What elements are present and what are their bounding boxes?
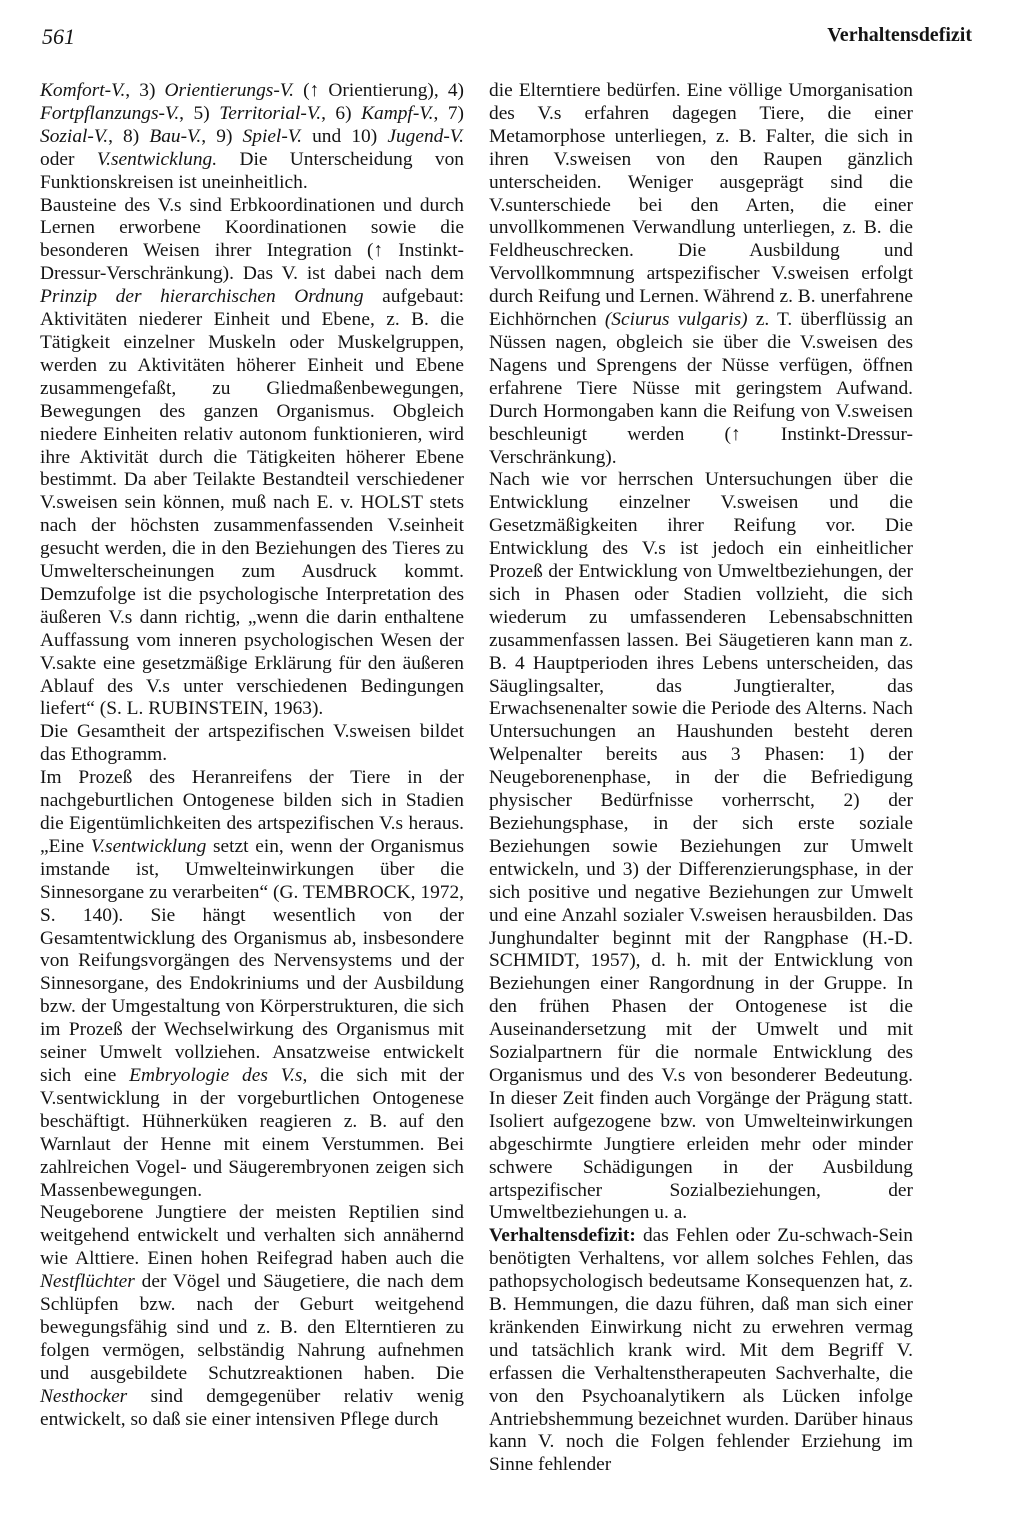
text: , 5) (179, 102, 220, 124)
text: die Elterntiere bedürfen. Eine völlige Umorganisation des V.s erfahren dagegen Tiere, die einer Metamorphose unterliegen, z. B. Falter, die sich in ihren V.sweisen von den Raupen gänzlich unterscheiden. Weniger ausgeprägt sind die V.sunterschiede bei den Arten, die einer unvollkommenen Verwandlung unterliegen, z. B. die Feldheuschrecken. Die Ausbildung und Vervollkommnung artspezifischer V.sweisen erfolgt durch Reifung und Lernen. Während z. B. unerfahrene Eichhörnchen (489, 80, 913, 331)
text: aufgebaut: Aktivitäten niederer Einheit und Ebene, z. B. die Tätigkeit einzelner Muskeln oder Muskelgruppen, werden zu Aktivitäten höherer Einheit und Ebene zusammengefaßt, zu Gliedmaßenbewegungen, Bewegungen des ganzen Organismus. Obgleich niedere Einheiten relativ autonom funktionieren, wird ihre Aktivität durch die Tätigkeiten höherer Ebene bestimmt. Da aber Teilakte Bestandteil verschiedener V.sweisen sein können, muß nach E. v. HOLST stets nach der höchsten zusammenfassenden V.seinheit gesucht werden, die in den Beziehungen des Tieres zu Umwelterscheinungen zum Ausdruck kommt. Demzufolge ist die psychologische Interpretation des äußeren V.s dann richtig, „wenn die darin enthaltene Auffassung vom inneren psychologischen Wesen der V.sakte eine gesetzmäßige Erklärung für den äußeren Ablauf des V.s unter verschiedenen Bedingungen liefert“ (S. L. RUBINSTEIN, 1963). (40, 286, 464, 720)
text: z. T. überflüssig an Nüssen nagen, obgleich sie über die V.sweisen des Nagens und Sprengens der Nüsse verfügen, öffnen erfahrene Tiere Nüsse mit geringstem Aufwand. Durch Hormongaben kann die Reifung von V.sweisen beschleunigt werden (↑ Instinkt-Dressur-Verschränkung). (489, 309, 914, 468)
text-italic: Bau-V. (149, 125, 202, 147)
text: der Vögel und Säugetiere, die nach dem Schlüpfen bzw. nach der Geburt weitgehend bewegungsfähig sind und z. B. den Elterntieren zu folgen vermögen, selbständig Nahrung aufnehmen und ausgebildete Schutzreaktionen haben. Die (40, 1271, 464, 1384)
paragraph: Nach wie vor herrschen Untersuchungen über die Entwicklung einzelner V.sweisen und die Gesetzmäßigkeiten ihrer Reifung vor. Die Entwicklung des V.s ist jedoch ein einheitlicher Prozeß der Entwicklung von Umweltbeziehungen, der sich in Phasen oder Stadien vollzieht, die sich wiederum zu umfassenderen Lebensabschnitten zusammenfassen lassen. Bei Säugetieren kann man z. B. 4 Hauptperioden ihres Lebens unterscheiden, das Säuglingsalter, das Jungtieralter, das Erwachsenenalter sowie die Periode des Alterns. Nach Untersuchungen an Haushunden besteht deren Welpenalter bereits aus 3 Phasen: 1) der Neugeborenenphase, in der die Befriedigung physischer Bedürfnisse vorherrscht, 2) der Beziehungsphase, in der sich erste soziale Beziehungen sowie Beziehungen zur Umwelt entwickeln, und 3) der Differenzierungsphase, in der sich positive und negative Beziehungen zur Umwelt und eine Anzahl sozialer V.sweisen herausbilden. Das Junghundalter beginnt mit der Rangphase (H.-D. SCHMIDT, 1957), d. h. mit der Entwicklung von Beziehungen einer Rangordnung in der Gruppe. In den frühen Phasen der Ontogenese ist die Auseinandersetzung mit der Umwelt und mit Sozialpartnern für die normale Entwicklung des Organismus und des V.s von besonderer Bedeutung. In dieser Zeit finden auch Vorgänge der Prägung statt. Isoliert aufgezogene bzw. von Umwelteinwirkungen abgeschirmte Jungtiere erleiden mehr oder minder schwere Schädigungen in der Ausbildung artspezifischer Sozialbeziehungen, der Umweltbeziehungen u. a. (489, 469, 913, 1224)
text-italic: Spiel-V. (242, 125, 302, 147)
text-italic: Jugend-V. (387, 125, 464, 147)
paragraph (40, 195, 464, 722)
paragraph (40, 1202, 464, 1431)
text-italic: V.sentwicklung (90, 835, 207, 857)
text-italic: Fortpflanzungs-V. (40, 102, 180, 124)
paragraph (40, 80, 464, 195)
text-italic: Sozial-V. (40, 125, 109, 147)
text: , 9) (201, 125, 243, 147)
text-italic: Nestflüchter (40, 1271, 135, 1293)
text: oder (40, 148, 97, 170)
text-italic: V.sentwicklung. (96, 148, 218, 170)
dictionary-entry (489, 1225, 913, 1477)
text: , 8) (108, 125, 150, 147)
entry-term: Verhaltensdefizit: (489, 1225, 636, 1247)
text-italic: Kampf-V. (361, 102, 434, 124)
text: , 3) (125, 80, 165, 101)
paragraph: Die Gesamtheit der artspezifischen V.sweisen bildet das Ethogramm. (40, 721, 464, 766)
text-italic: Orientierungs-V. (164, 80, 294, 101)
text: Neugeborene Jungtiere der meisten Reptilien sind weitgehend entwickelt und verhalten sich annähernd wie Alttiere. Einen hohen Reifegrad haben auch die (40, 1202, 464, 1270)
running-title: Verhaltensdefizit (827, 24, 972, 46)
text-italic: (Sciurus vulgaris) (604, 309, 748, 331)
paragraph (40, 767, 464, 1202)
text-italic: Prinzip der hierarchischen Ordnung (40, 286, 364, 308)
text-italic: Embryologie des V.s (129, 1064, 303, 1086)
text: das Fehlen oder Zu-schwach-Sein benötigten Verhaltens, vor allem solches Fehlen, das pathopsychologisch bedeutsame Konsequenzen hat, z. B. Hemmungen, die dazu führen, daß man sich einer kränkenden Einwirkung nicht zu erwehren vermag und tatsächlich krank wird. Mit dem Begriff V. erfassen die Verhaltenstherapeuten Sachverhalte, die von den Psychoanalytikern als Lücken infolge Antriebshemmung bezeichnet wurden. Darüber hinaus kann V. noch die Folgen fehlender Erziehung im Sinne fehlender (489, 1225, 913, 1476)
text-italic: Nesthocker (40, 1385, 128, 1407)
text: , die sich mit der V.sentwicklung in der vorgeburtlichen Ontogenese beschäftigt. Hühnerküken reagieren z. B. auf den Warnlaut der Henne mit einem Verstummen. Bei zahlreichen Vogel- und Säugerembryonen zeigen sich Massenbewegungen. (40, 1064, 464, 1201)
right-column (489, 80, 913, 1477)
text: Im Prozeß des Heranreifens der Tiere in der nachgeburtlichen Ontogenese bilden sich in Stadien die Eigentümlichkeiten des artspezifischen V.s heraus. „Eine (40, 767, 464, 857)
text: setzt ein, wenn der Organismus imstande ist, Umwelteinwirkungen über die Sinnesorgane zu verarbeiten“ (G. TEMBROCK, 1972, S. 140). Sie hängt wesentlich von der Gesamtentwicklung des Organismus ab, insbesondere von Reifungsvorgängen des Nervensystems und der Sinnesorgane, des Endokriniums und der Ausbildung bzw. der Umgestaltung von Körperstrukturen, die sich im Prozeß der Wechselwirkung des Organismus mit seiner Umwelt vollziehen. Ansatzweise entwickelt sich eine (40, 835, 464, 1086)
text: sind demgegenüber relativ wenig entwickelt, so daß sie einer intensiven Pflege durch (40, 1385, 464, 1430)
text-italic: Komfort-V. (40, 80, 126, 101)
text-italic: Territorial-V. (219, 102, 322, 124)
paragraph (489, 80, 913, 469)
text: und 10) (301, 125, 388, 147)
text: Bausteine des V.s sind Erbkoordinationen und durch Lernen erworbene Koordinationen sowie die besonderen Weisen ihrer Integration (↑ Instinkt-Dressur-Verschränkung). Das V. ist dabei nach dem (40, 194, 464, 285)
text: (↑ Orientierung), 4) (293, 80, 464, 101)
page-number: 561 (42, 24, 75, 49)
text: Die Unterscheidung von Funktionskreisen ist uneinheitlich. (40, 148, 464, 193)
text: , 6) (321, 102, 362, 124)
left-column (40, 80, 464, 1431)
text: , 7) (433, 102, 465, 124)
